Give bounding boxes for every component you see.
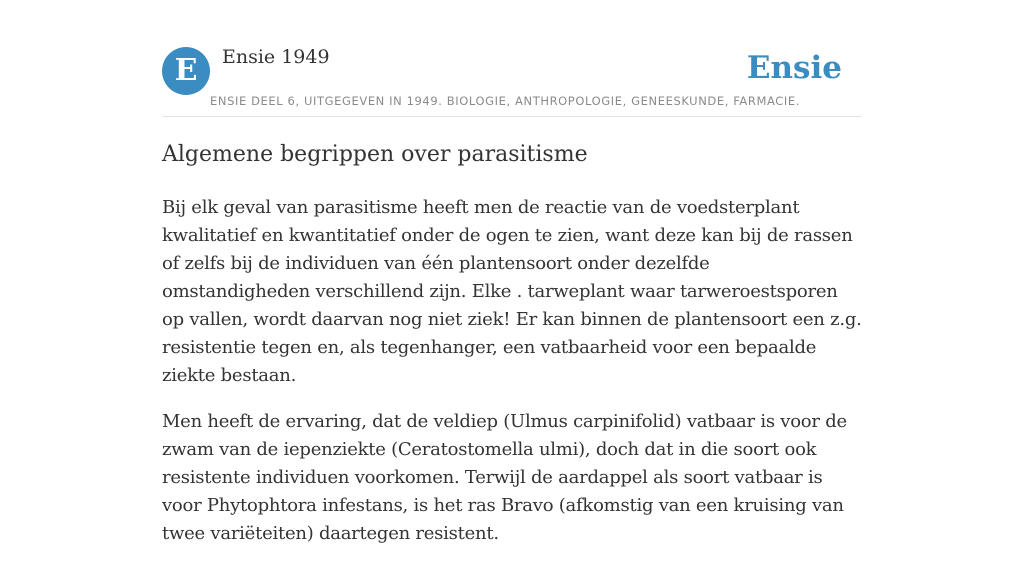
- article: [162, 139, 862, 566]
- ensie-logo-icon[interactable]: E: [162, 47, 210, 95]
- article-title: Algemene begrippen over parasitisme: [162, 142, 588, 167]
- source-subtitle: ENSIE DEEL 6, UITGEGEVEN IN 1949. BIOLOGIE, ANTHROPOLOGIE, GENEESKUNDE, FARMACIE.: [210, 94, 800, 108]
- article-paragraph: Bij elk geval van parasitisme heeft men de reactie van de voedsterplant kwalitatief en kwantitatief onder de ogen te zien, want deze kan bij de rassen of zelfs bij de individuen van één plantensoort onder dezelfde omstandigheden verschillend zijn. Elke . tarweplant waar tarweroestsporen op vallen, wordt daarvan nog niet ziek! Er kan binnen de plantensoort een z.g. resistentie tegen en, als tegenhanger, een vatbaarheid voor een bepaalde ziekte bestaan.: [162, 197, 862, 386]
- source-title[interactable]: Ensie 1949: [222, 46, 330, 68]
- article-paragraph: Men heeft de ervaring, dat de veldiep (Ulmus carpinifolid) vatbaar is voor de zwam van de iepenziekte (Ceratostomella ulmi), doch dat in die soort ook resistente individuen voorkomen. Terwijl de aardappel als soort vatbaar is voor Phytophtora infestans, is het ras Bravo (afkomstig van een kruising van twee variëteiten) daartegen resistent.: [162, 411, 847, 544]
- header: [162, 40, 862, 117]
- brand-logo[interactable]: Ensie: [746, 50, 842, 86]
